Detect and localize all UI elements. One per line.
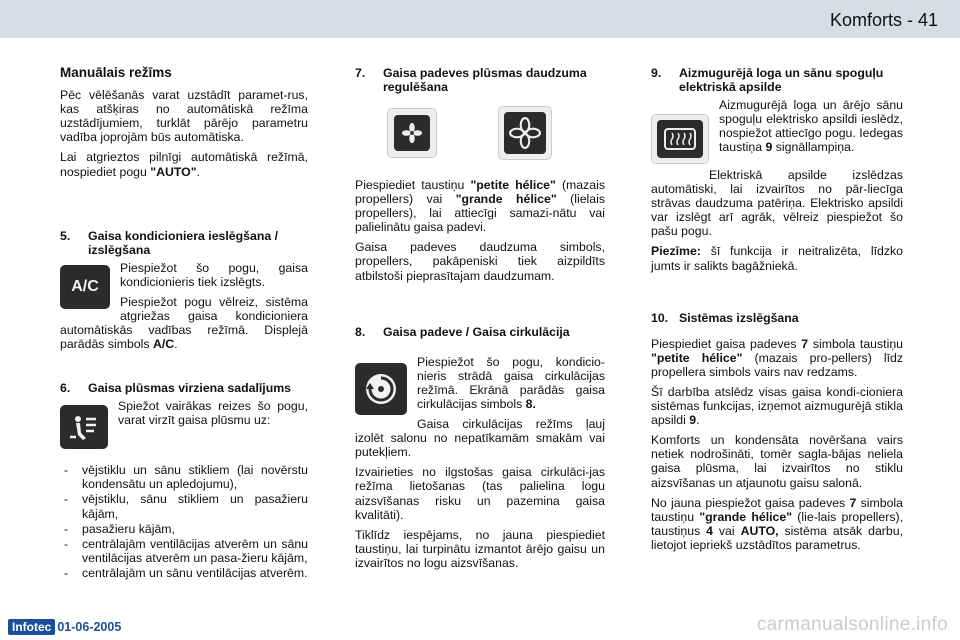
section-10-p4: No jauna piespiežot gaisa padeves 7 simbola taustiņu "grande hélice" (lie-lais propellers), taustiņus 4 vai AUTO, sistēma atsāk darbu, lietojot iepriekš uzstādītos parametrus. [651,495,904,552]
section-10-p1: Piespiediet gaisa padeves 7 simbola taustiņu "petite hélice" (mazais pro-pellers) līdz propellera simbols vairs nav redzams. [651,336,904,379]
small-fan-icon [387,108,437,158]
section-8-p4: Tiklīdz iespējams, no jauna piespiediet taustiņu, lai turpinātu izmantot ārējo gaisu un izvairītos no logu aizsvīšanas. [355,527,605,570]
section-9-p1: Aizmugurējā loga un ārējo sānu spoguļu elektrisko apsildi ieslēdz, nospiežot attiecīgo pogu. Iedegas taustiņa 9 signāllampiņa. [719,98,903,155]
section-8-p1: Piespiežot šo pogu, kondicio-nieris strādā gaisa cirkulācijas režīmā. Ekrānā parādās gaisa cirkulācijas simbols 8. [417,354,605,411]
column-middle [355,66,605,576]
section-5-p2: Piespiežot pogu vēlreiz, sistēma atgriežas gaisa kondicioniera automātiskās vadības režīmā. Displejā parādās simbols A/C. [60,294,308,352]
rear-defrost-icon [651,114,709,164]
infotec-logo: Infotec [8,619,55,635]
ac-icon: A/C [60,265,110,309]
list-item: - pasažieru kājām, [60,522,308,536]
section-heading: Manuālais režīms [60,65,172,80]
list-item: - centrālajām un sānu ventilācijas atverēm. [60,566,308,580]
section-9-title: 9. Aizmugurējā loga un sānu spoguļu elektriskā apsilde [651,66,884,94]
section-8-p3: Izvairieties no ilgstošas gaisa cirkulāci-jas režīma lietošanas (tas palielina logu aizsvīšanas risku un pazemina gaisa kvalitāti). [355,465,605,522]
section-9-note: Piezīme: šī funkcija ir neitralizēta, līdzko jumts ir salikts bagāžniekā. [651,244,903,273]
section-5-p1: Piespiežot šo pogu, gaisa kondicionieris tiek izslēgts. [120,260,308,289]
section-5-title: 5. Gaisa kondicioniera ieslēgšana / izslēgšana [60,228,279,257]
section-7-p2: Gaisa padeves daudzuma simbols, propellers, pakāpeniski tiek aizpildīts atbilstoši pieprasītajam daudzumam. [355,240,605,283]
auto-label: "AUTO" [150,164,197,179]
section-8-p2: Gaisa cirkulācijas režīms ļauj izolēt salonu no nepatīkamām smakām vai putekļiem. [355,417,605,460]
air-distribution-list [60,463,308,580]
footer-date: 01-06-2005 [57,620,122,634]
section-10-title: 10. Sistēmas izslēgšana [651,310,799,325]
page-title: Komforts - 41 [829,10,938,30]
section-8-title: 8. Gaisa padeve / Gaisa cirkulācija [355,324,570,339]
section-7-title: 7. Gaisa padeves plūsmas daudzuma regulēšana [355,66,587,94]
recirculation-icon [355,363,407,415]
section-10-p3: Komforts un kondensāta novēršana vairs netiek nodrošināti, tomēr sagla-bājas neliela gaisa plūsma, lai izvairītos no stiklu aizsvīšanas un atjaunotu gaisu salonā. [651,433,903,490]
list-item: - vējstiklu un sānu stikliem (lai novērstu kondensātu un apledojumu), [60,463,308,491]
section-9-p2: Elektriskā apsilde izslēdzas automātiski, lai izvairītos no pār-liecīga strāvas daudzuma patēriņa. Elektrisko apsildi var izslēgt arī agrāk, vēlreiz piespiežot šo pašu pogu. [651,168,903,239]
watermark-site: carmanualsonline.info [756,614,948,635]
section-6-p1: Spiežot vairākas reizes šo pogu, varat virzīt gaisa plūsmu uz: [118,399,308,428]
section-7-p1: Piespiediet taustiņu "petite hélice" (mazais propellers) vai "grande hélice" (lielais propellers), lai attiecīgi samazi-nātu vai palielinātu gaisa padevi. [355,178,606,235]
column-left [60,66,308,581]
intro-text: Pēc vēlēšanās varat uzstādīt paramet-rus, kas atšķiras no automātiskā režīma uzstādījumiem, turklāt pārējo parametru vadība joprojām būs automātiska. [60,88,308,145]
section-10-p2: Šī darbība atslēdz visas gaisa kondi-cioniera sistēmas funkcijas, izņemot aizmugurējā stikla apsildi 9. [651,384,903,428]
large-fan-icon [498,106,552,160]
air-distribution-icon [60,405,108,449]
list-item: - vējstiklu, sānu stikliem un pasažieru kājām, [60,492,308,520]
section-6-title: 6. Gaisa plūsmas virziena sadalījums [60,381,291,396]
column-right [651,66,903,558]
auto-text: Lai atgrieztos pilnīgi automātiskā režīmā, nospiediet pogu "AUTO". [60,150,308,179]
header-bar [0,0,960,38]
list-item: - centrālajām ventilācijas atverēm un sānu ventilācijas atverēm un pasa-žieru kājām, [60,537,308,565]
footer-left [8,619,121,635]
